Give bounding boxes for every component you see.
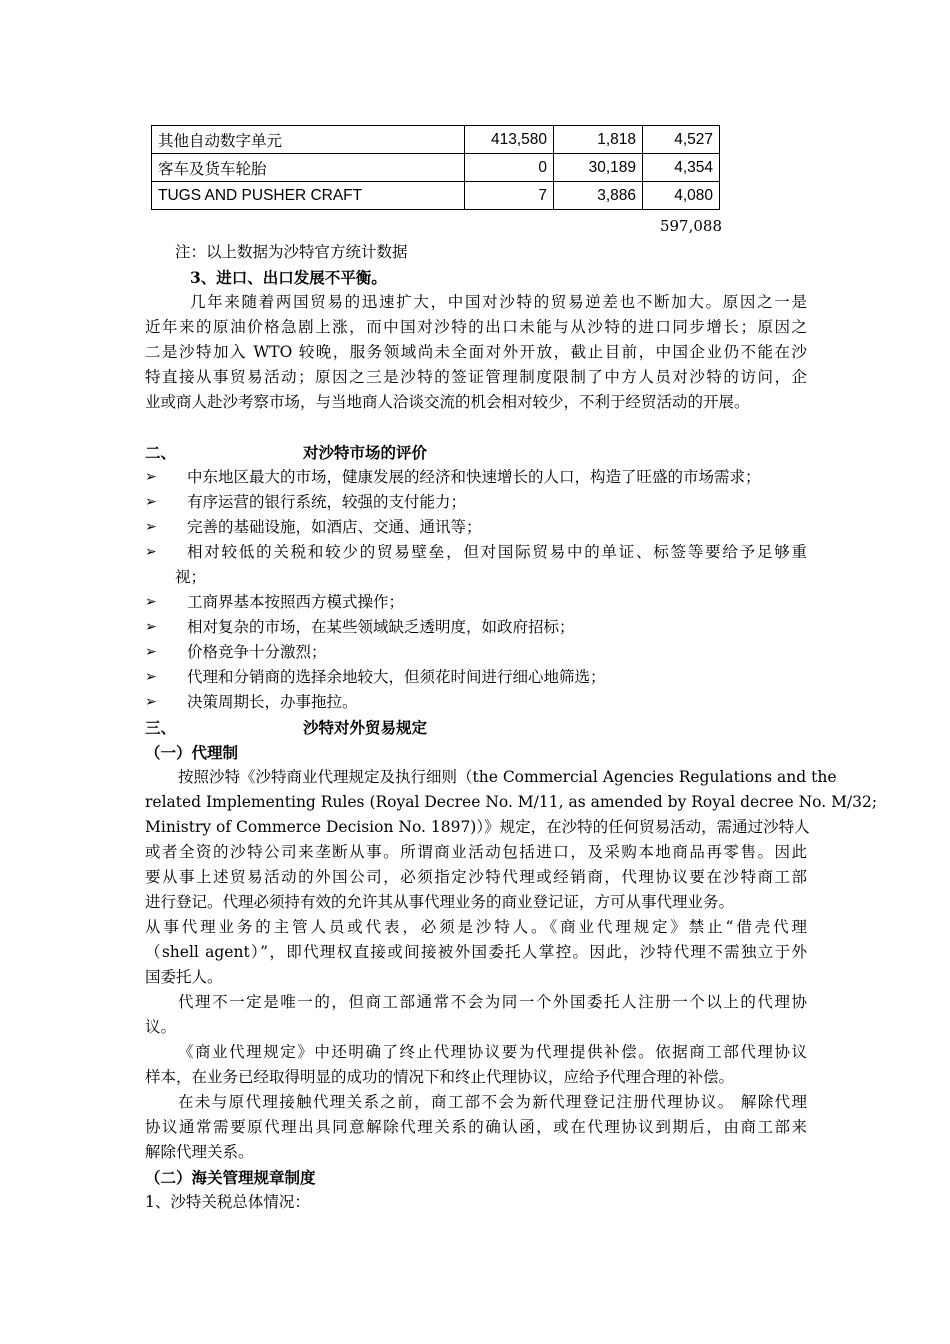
bullet-arrow-icon: ➢ (145, 669, 157, 685)
table-cell-value: 413,580 (465, 126, 554, 154)
paragraph-line: 在未与原代理接触代理关系之前，商工部不会为新代理登记注册代理协议。 解除代理 (178, 1093, 807, 1111)
section-number: 三、 (145, 718, 177, 737)
table-row (152, 126, 720, 154)
bullet-text: 决策周期长，办事拖拉。 (187, 693, 358, 711)
table-total: 597,088 (659, 217, 722, 235)
bullet-arrow-icon: ➢ (145, 644, 157, 660)
paragraph-line: 进行登记。代理必须持有效的允许其从事代理业务的商业登记证，方可从事代理业务。 (145, 893, 735, 911)
bullet-arrow-icon: ➢ (145, 519, 157, 535)
table-cell-value: 3,886 (554, 182, 643, 210)
paragraph-line: 样本，在业务已经取得明显的成功的情况下和终止代理协议，应给予代理合理的补偿。 (145, 1068, 735, 1086)
bullet-text: 相对较低的关税和较少的贸易壁垒，但对国际贸易中的单证、标签等要给予足够重 (187, 543, 807, 561)
section-title: 沙特对外贸易规定 (303, 718, 428, 737)
paragraph-line: （shell agent）”，即代理权直接或间接被外国委托人掌控。因此，沙特代理不需独立于外 (145, 943, 807, 961)
paragraph-line: 国委托人。 (145, 968, 223, 986)
table-cell-value: 4,080 (643, 182, 720, 210)
table-row (152, 154, 720, 182)
section-title: 对沙特市场的评价 (303, 443, 428, 462)
table-cell-value: 30,189 (554, 154, 643, 182)
paragraph-line: 特直接从事贸易活动；原因之三是沙特的签证管理制度限制了中方人员对沙特的访问，企 (145, 368, 807, 386)
table-cell-value: 4,354 (643, 154, 720, 182)
table-note: 注：以上数据为沙特官方统计数据 (175, 243, 408, 261)
table-cell-value: 0 (465, 154, 554, 182)
bullet-text: 相对复杂的市场，在某些领域缺乏透明度，如政府招标； (187, 618, 575, 636)
table-cell-value: 7 (465, 182, 554, 210)
bullet-text: 工商界基本按照西方模式操作； (187, 593, 405, 611)
paragraph-line: 1、沙特关税总体情况： (145, 1193, 310, 1211)
paragraph-line: 解除代理关系。 (145, 1143, 254, 1161)
bullet-arrow-icon: ➢ (145, 619, 157, 635)
paragraph-line: 近年来的原油价格急剧上涨，而中国对沙特的出口未能与从沙特的进口同步增长；原因之 (145, 318, 807, 336)
table-cell-value: 1,818 (554, 126, 643, 154)
paragraph-line: 要从事上述贸易活动的外国公司，必须指定沙特代理或经销商，代理协议要在沙特商工部 (145, 868, 807, 886)
paragraph-line: 议。 (145, 1018, 177, 1036)
table-cell-value: 4,527 (643, 126, 720, 154)
bullet-text-continuation: 视； (175, 568, 207, 586)
bullet-arrow-icon: ➢ (145, 594, 157, 610)
bullet-text: 中东地区最大的市场，健康发展的经济和快速增长的人口，构造了旺盛的市场需求； (187, 468, 761, 486)
paragraph-line: 按照沙特《沙特商业代理规定及执行细则（the Commercial Agencies Regulations and the (178, 768, 837, 786)
section-heading: 3、进口、出口发展不平衡。 (190, 268, 387, 287)
subsection-heading: （二）海关管理规章制度 (145, 1168, 316, 1187)
paragraph-line: 业或商人赴沙考察市场，与当地商人洽谈交流的机会相对较少，不利于经贸活动的开展。 (145, 393, 750, 411)
paragraph-line: 代理不一定是唯一的，但商工部通常不会为同一个外国委托人注册一个以上的代理协 (178, 993, 807, 1011)
paragraph-line: 或者全资的沙特公司来垄断从事。所谓商业活动包括进口，及采购本地商品再零售。因此 (145, 843, 807, 861)
bullet-arrow-icon: ➢ (145, 469, 157, 485)
table-cell-name: TUGS AND PUSHER CRAFT (152, 182, 465, 210)
bullet-text: 价格竞争十分激烈； (187, 643, 327, 661)
subsection-heading: （一）代理制 (145, 743, 239, 762)
bullet-text: 代理和分销商的选择余地较大，但须花时间进行细心地筛选； (187, 668, 606, 686)
paragraph-line: 《商业代理规定》中还明确了终止代理协议要为代理提供补偿。依据商工部代理协议 (178, 1043, 807, 1061)
table-row (152, 182, 720, 210)
bullet-arrow-icon: ➢ (145, 694, 157, 710)
paragraph-line: 几年来随着两国贸易的迅速扩大，中国对沙特的贸易逆差也不断加大。原因之一是 (190, 293, 807, 311)
paragraph-line: 从事代理业务的主管人员或代表，必须是沙特人。《商业代理规定》禁止“借壳代理 (145, 918, 807, 936)
bullet-text: 有序运营的银行系统，较强的支付能力； (187, 493, 467, 511)
paragraph-line: Ministry of Commerce Decision No. 1897)）》规定，在沙特的任何贸易活动，需通过沙特人 (145, 818, 810, 836)
table-cell-name: 其他自动数字单元 (152, 126, 465, 154)
trade-table (151, 125, 720, 210)
bullet-arrow-icon: ➢ (145, 494, 157, 510)
section-number: 二、 (145, 443, 177, 462)
bullet-arrow-icon: ➢ (145, 544, 157, 560)
bullet-text: 完善的基础设施，如酒店、交通、通讯等； (187, 518, 482, 536)
paragraph-line: 协议通常需要原代理出具同意解除代理关系的确认函，或在代理协议到期后，由商工部来 (145, 1118, 807, 1136)
paragraph-line: 二是沙特加入 WTO 较晚，服务领域尚未全面对外开放，截止目前，中国企业仍不能在沙 (145, 343, 807, 361)
table-cell-name: 客车及货车轮胎 (152, 154, 465, 182)
paragraph-line: related Implementing Rules (Royal Decree No. M/11, as amended by Royal decree No. M/32; (145, 793, 878, 811)
